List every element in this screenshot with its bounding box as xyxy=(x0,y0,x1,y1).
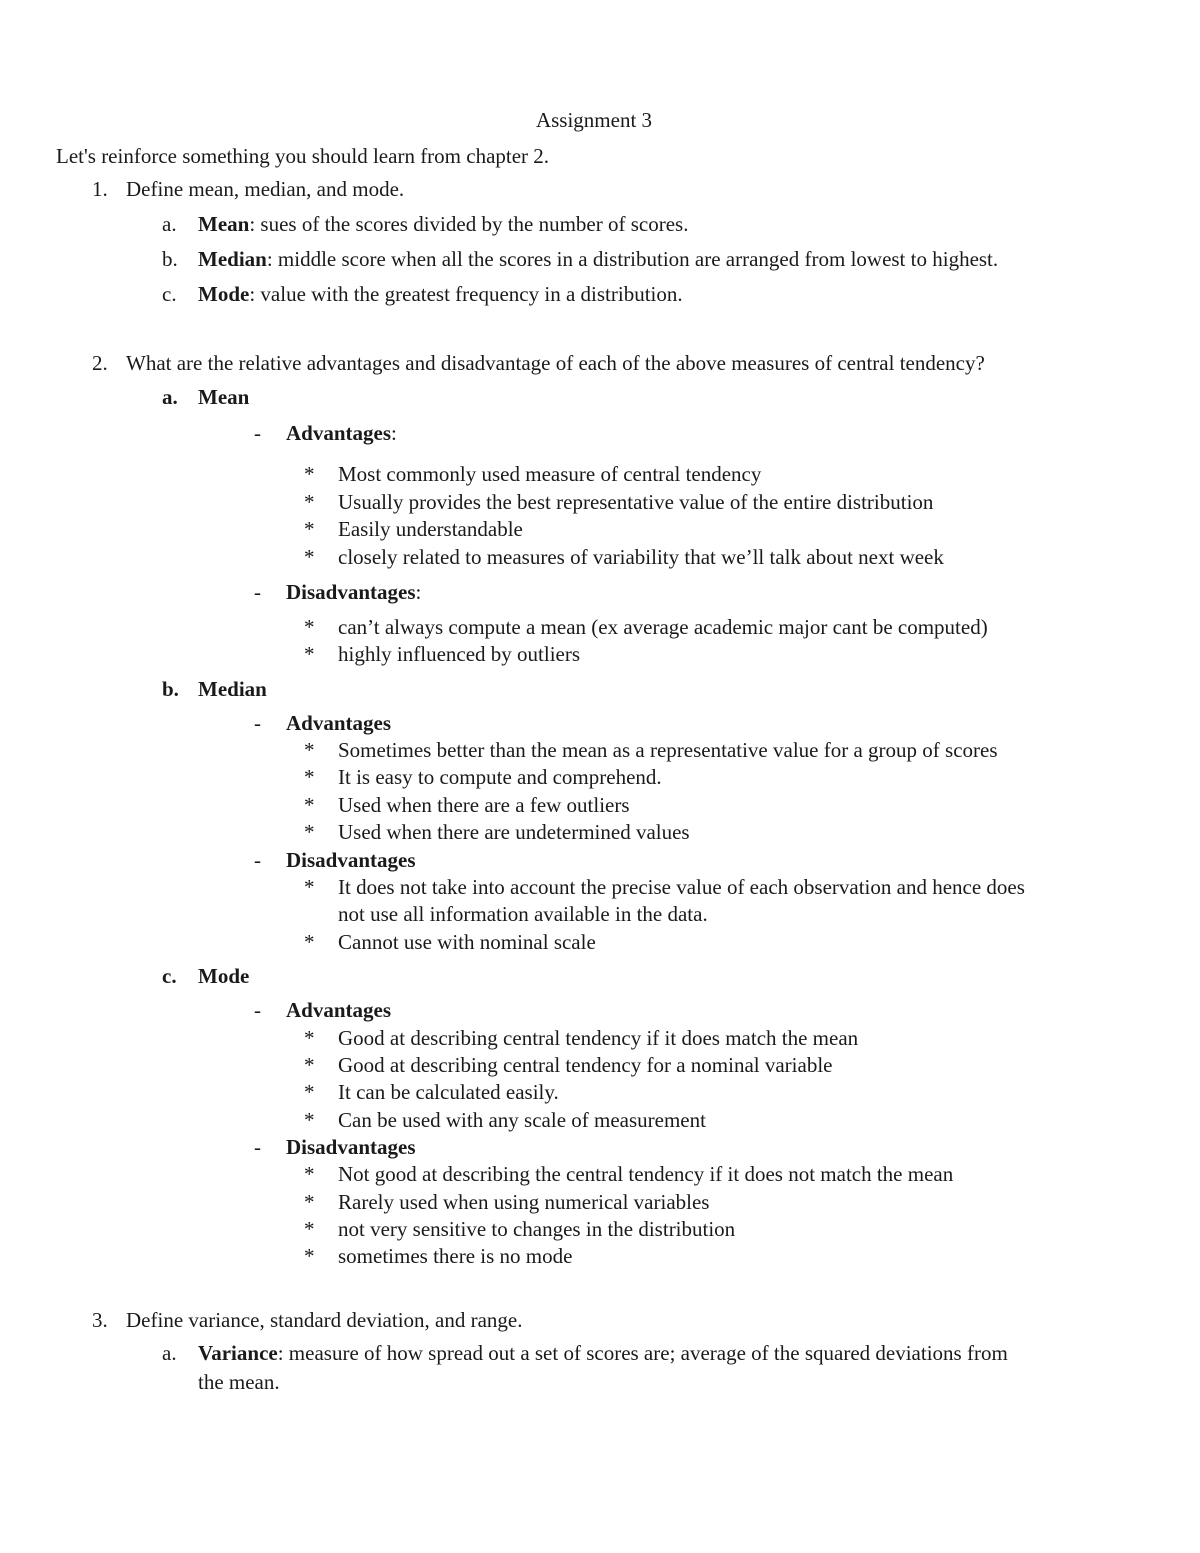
q1-item-mean xyxy=(198,212,688,236)
star-bullet: * xyxy=(304,1244,315,1268)
list-item: Good at describing central tendency for a nominal variable xyxy=(338,1053,833,1077)
section-letter: a. xyxy=(162,385,178,409)
term-mean: Mean xyxy=(198,212,250,236)
list-item: not very sensitive to changes in the distribution xyxy=(338,1217,736,1241)
q3-item-variance xyxy=(198,1341,1008,1365)
list-item: Most commonly used measure of central tendency xyxy=(338,462,762,486)
definition-mode: : value with the greatest frequency in a distribution. xyxy=(249,282,683,306)
star-bullet: * xyxy=(304,490,315,514)
list-item: Good at describing central tendency if it does match the mean xyxy=(338,1026,859,1050)
star-bullet: * xyxy=(304,615,315,639)
dash-bullet: - xyxy=(254,1135,261,1159)
definition-variance: : measure of how spread out a set of scores are; average of the squared deviations from xyxy=(277,1341,1008,1365)
star-bullet: * xyxy=(304,875,315,899)
q1-item-letter: c. xyxy=(162,282,177,306)
list-item: Cannot use with nominal scale xyxy=(338,930,596,954)
term-mode: Mode xyxy=(198,282,250,306)
list-item: Not good at describing the central tendency if it does not match the mean xyxy=(338,1162,954,1186)
section-letter: c. xyxy=(162,964,177,988)
q3-item-letter: a. xyxy=(162,1341,177,1365)
term-variance: Variance xyxy=(198,1341,278,1365)
definition-mean: : sues of the scores divided by the number of scores. xyxy=(249,212,689,236)
q2-text: What are the relative advantages and disadvantage of each of the above measures of central tendency? xyxy=(126,351,985,375)
star-bullet: * xyxy=(304,545,315,569)
definition-variance-continuation: the mean. xyxy=(198,1370,280,1394)
median-disadvantages-label: Disadvantages xyxy=(286,848,416,872)
star-bullet: * xyxy=(304,1108,315,1132)
star-bullet: * xyxy=(304,1162,315,1186)
document-title: Assignment 3 xyxy=(535,108,653,132)
term-median: Median xyxy=(198,247,267,271)
q1-text: Define mean, median, and mode. xyxy=(126,177,405,201)
list-item: Easily understandable xyxy=(338,517,523,541)
q1-item-mode xyxy=(198,282,683,306)
q3-number: 3. xyxy=(92,1308,108,1332)
list-item: sometimes there is no mode xyxy=(338,1244,573,1268)
mean-disadvantages-label: Disadvantages: xyxy=(286,580,422,604)
section-heading-mean: Mean xyxy=(198,385,250,409)
dash-bullet: - xyxy=(254,998,261,1022)
list-item: Used when there are a few outliers xyxy=(338,793,630,817)
star-bullet: * xyxy=(304,462,315,486)
star-bullet: * xyxy=(304,930,315,954)
list-item: Can be used with any scale of measurement xyxy=(338,1108,706,1132)
list-item: Used when there are undetermined values xyxy=(338,820,690,844)
dash-bullet: - xyxy=(254,711,261,735)
dash-bullet: - xyxy=(254,580,261,604)
section-heading-mode: Mode xyxy=(198,964,250,988)
star-bullet: * xyxy=(304,820,315,844)
star-bullet: * xyxy=(304,1026,315,1050)
list-item: It does not take into account the precise value of each observation and hence does xyxy=(338,875,1025,899)
star-bullet: * xyxy=(304,642,315,666)
dash-bullet: - xyxy=(254,848,261,872)
star-bullet: * xyxy=(304,517,315,541)
star-bullet: * xyxy=(304,1217,315,1241)
q2-number: 2. xyxy=(92,351,108,375)
list-item-continuation: not use all information available in the data. xyxy=(338,902,708,926)
list-item: Usually provides the best representative value of the entire distribution xyxy=(338,490,934,514)
star-bullet: * xyxy=(304,1053,315,1077)
section-heading-median: Median xyxy=(198,677,267,701)
list-item: It is easy to compute and comprehend. xyxy=(338,765,662,789)
section-letter: b. xyxy=(162,677,179,701)
mode-advantages-label: Advantages xyxy=(286,998,392,1022)
median-advantages-label: Advantages xyxy=(286,711,392,735)
list-item: It can be calculated easily. xyxy=(338,1080,559,1104)
star-bullet: * xyxy=(304,1190,315,1214)
star-bullet: * xyxy=(304,1080,315,1104)
star-bullet: * xyxy=(304,738,315,762)
mode-disadvantages-label: Disadvantages xyxy=(286,1135,416,1159)
q1-number: 1. xyxy=(92,177,108,201)
definition-median: : middle score when all the scores in a distribution are arranged from lowest to highest. xyxy=(266,247,999,271)
mean-advantages-label: Advantages: xyxy=(286,421,397,445)
star-bullet: * xyxy=(304,765,315,789)
list-item: highly influenced by outliers xyxy=(338,642,581,666)
q1-item-median xyxy=(198,247,998,271)
star-bullet: * xyxy=(304,793,315,817)
list-item: Rarely used when using numerical variables xyxy=(338,1190,710,1214)
list-item: Sometimes better than the mean as a representative value for a group of scores xyxy=(338,738,998,762)
q1-item-letter: a. xyxy=(162,212,177,236)
dash-bullet: - xyxy=(254,421,261,445)
q1-item-letter: b. xyxy=(162,247,178,271)
list-item: can’t always compute a mean (ex average academic major cant be computed) xyxy=(338,615,988,639)
intro-text: Let's reinforce something you should learn from chapter 2. xyxy=(56,144,550,168)
list-item: closely related to measures of variability that we’ll talk about next week xyxy=(338,545,944,569)
q3-text: Define variance, standard deviation, and range. xyxy=(126,1308,523,1332)
